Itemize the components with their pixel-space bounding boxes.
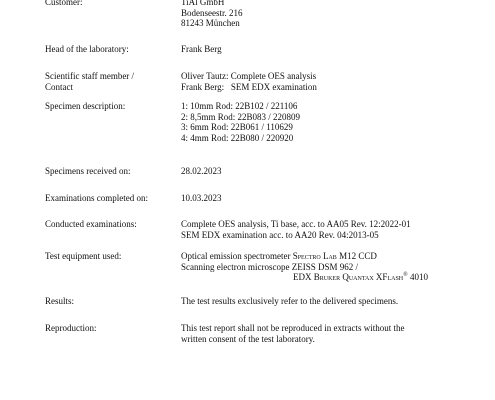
customer-street: Bodenseestr. 216 [181, 7, 243, 18]
scientific-staff-label [45, 71, 170, 92]
equipment-spectrometer-prefix: Optical emission spectrometer [181, 251, 291, 261]
customer-city: 81243 München [181, 18, 240, 28]
customer-label: Customer: [45, 0, 83, 7]
reproduction-line: written consent of the test laboratory. [181, 333, 315, 344]
equipment-edx-brand: Bruker Quantax XFlash [313, 272, 404, 282]
equipment-edx-model: 4010 [409, 272, 428, 282]
equipment-line-microscope: Scanning electron microscope ZEISS DSM 962 / [181, 261, 358, 272]
specimens-received-value: 28.02.2023 [181, 166, 222, 176]
reproduction-label: Reproduction: [45, 323, 97, 333]
specimen-line: 2: 8,5mm Rod: 22B083 / 220809 [181, 111, 301, 122]
results-value: The test results exclusively refer to the delivered specimens. [181, 296, 399, 306]
specimen-line: 1: 10mm Rod: 22B102 / 221106 [181, 101, 298, 111]
specimens-received-label: Specimens received on: [45, 166, 131, 176]
specimen-line: 3: 6mm Rod: 22B061 / 110629 [181, 122, 293, 132]
specimen-description-label: Specimen description: [45, 101, 126, 111]
examinations-completed-label: Examinations completed on: [45, 193, 148, 203]
specimen-description-value [181, 101, 481, 143]
results-label: Results: [45, 296, 75, 306]
conducted-examinations-value [181, 219, 481, 240]
scientific-staff-value [181, 71, 481, 92]
test-equipment-label: Test equipment used: [45, 251, 122, 261]
reproduction-value [181, 323, 481, 344]
head-of-laboratory-value: Frank Berg [181, 44, 222, 54]
registered-mark: ® [403, 272, 408, 278]
examinations-completed-value: 10.03.2023 [181, 193, 222, 203]
equipment-spectrometer-brand: Spectro Lab [292, 251, 337, 261]
conducted-examinations-label: Conducted examinations: [45, 219, 137, 229]
customer-value [181, 0, 481, 29]
equipment-line-edx [181, 272, 481, 283]
reproduction-line: This test report shall not be reproduced in extracts without the [181, 323, 405, 333]
test-equipment-value [181, 251, 481, 283]
scientific-staff-line2: Frank Berg: SEM EDX examination [181, 81, 317, 92]
equipment-edx-prefix: EDX [293, 272, 312, 282]
conducted-examination-line: SEM EDX examination acc. to AA20 Rev. 04:2013-05 [181, 229, 379, 240]
specimen-line: 4: 4mm Rod: 22B080 / 220920 [181, 132, 294, 143]
equipment-spectrometer-model: M12 CCD [339, 251, 377, 261]
scientific-staff-label-line1: Scientific staff member / [45, 71, 135, 81]
scientific-staff-label-line2: Contact [45, 81, 73, 92]
equipment-line-spectrometer [181, 251, 481, 262]
conducted-examination-line: Complete OES analysis, Ti base, acc. to AA05 Rev. 12:2022-01 [181, 219, 411, 229]
customer-name: TiAl GmbH [181, 0, 225, 7]
scientific-staff-line1: Oliver Tautz: Complete OES analysis [181, 71, 317, 81]
head-of-laboratory-label: Head of the laboratory: [45, 44, 129, 54]
